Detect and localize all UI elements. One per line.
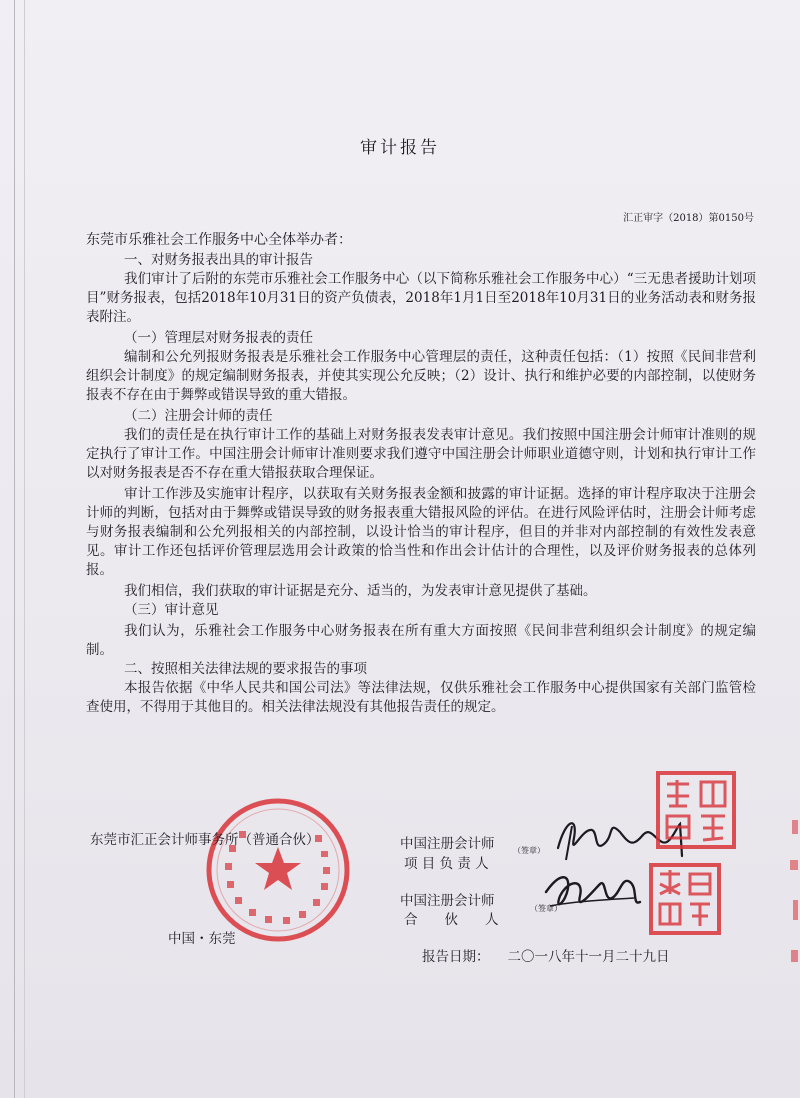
location: 中国・东莞 — [168, 931, 236, 947]
report-date-value: 二〇一八年十一月二十九日 — [507, 949, 670, 965]
signature-2-icon — [540, 862, 650, 920]
report-body — [86, 251, 756, 717]
document-number: 汇正审字（2018）第0150号 — [623, 213, 754, 224]
document-title: 审计报告 — [360, 138, 440, 158]
section-heading: 二、按照相关法律法规的要求报告的事项 — [124, 661, 367, 677]
cpa-seal-1-icon — [655, 770, 737, 850]
paragraph: 我们的责任是在执行审计工作的基础上对财务报表发表审计意见。我们按照中国注册会计师审计准则的规定执行了审计工作。中国注册会计师审计准则要求我们遵守中国注册会计师职业道德守则，计划和执行审计工作以对财务报表是否不存在重大错报获取合理保证。 — [86, 427, 756, 481]
addressee: 东莞市乐雅社会工作服务中心全体举办者： — [86, 232, 352, 248]
edge-stamp-mark-icon — [784, 800, 800, 1000]
section-heading: （三）审计意见 — [124, 602, 219, 618]
paragraph: 我们审计了后附的东莞市乐雅社会工作服务中心（以下简称乐雅社会工作服务中心）“三无患者援助计划项目”财务报表，包括2018年10月31日的资产负债表，2018年1月1日至2018年10月31日的业务活动表和财务报表附注。 — [86, 271, 756, 325]
binding-edge-line — [14, 0, 15, 1098]
report-date-label: 报告日期： — [422, 949, 490, 965]
signatory-2-title: 中国注册会计师 — [400, 893, 495, 909]
paragraph: 本报告依据《中华人民共和国公司法》等法律法规，仅供乐雅社会工作服务中心提供国家有关部门监管检查使用，不得用于其他目的。相关法律法规没有其他报告责任的规定。 — [86, 680, 756, 715]
report-date-line — [422, 945, 670, 965]
paragraph: 审计工作涉及实施审计程序，以获取有关财务报表金额和披露的审计证据。选择的审计程序取决于注册会计师的判断，包括对由于舞弊或错误导致的财务报表重大错报风险的评估。在进行风险评估时，注册会计师考虑与财务报表编制和公允列报相关的内部控制，以设计恰当的审计程序，但目的并非对内部控制的有效性发表意见。审计工作还包括评价管理层选用会计政策的恰当性和作出会计估计的合理性，以及评价财务报表的总体列报。 — [86, 486, 756, 578]
signatory-1-note: （签章） — [513, 846, 545, 855]
paragraph: 我们相信，我们获取的审计证据是充分、适当的，为发表审计意见提供了基础。 — [124, 583, 597, 599]
paragraph: 编制和公允列报财务报表是乐雅社会工作服务中心管理层的责任，这种责任包括：（1）按照《民间非营利组织会计制度》的规定编制财务报表，并使其实现公允反映；（2）设计、执行和维护必要的内部控制，以使财务报表不存在由于舞弊或错误导致的重大错报。 — [86, 349, 756, 403]
firm-name: 东莞市汇正会计师事务所（普通合伙） — [90, 832, 320, 848]
section-heading: （一）管理层对财务报表的责任 — [124, 330, 313, 346]
section-heading: （二）注册会计师的责任 — [124, 408, 273, 424]
signatory-2-role: 合 伙 人 — [404, 912, 499, 928]
signatory-2-note: （签章） — [530, 904, 562, 913]
signatory-1-role: 项 目 负 责 人 — [404, 856, 489, 872]
section-heading: 一、对财务报表出具的审计报告 — [124, 252, 313, 268]
firm-seal-icon — [203, 795, 353, 945]
signatory-1-title: 中国注册会计师 — [400, 836, 495, 852]
paragraph: 我们认为，乐雅社会工作服务中心财务报表在所有重大方面按照《民间非营利组织会计制度》的规定编制。 — [86, 623, 756, 658]
binding-edge-line — [24, 0, 25, 1098]
cpa-seal-2-icon — [648, 862, 722, 936]
